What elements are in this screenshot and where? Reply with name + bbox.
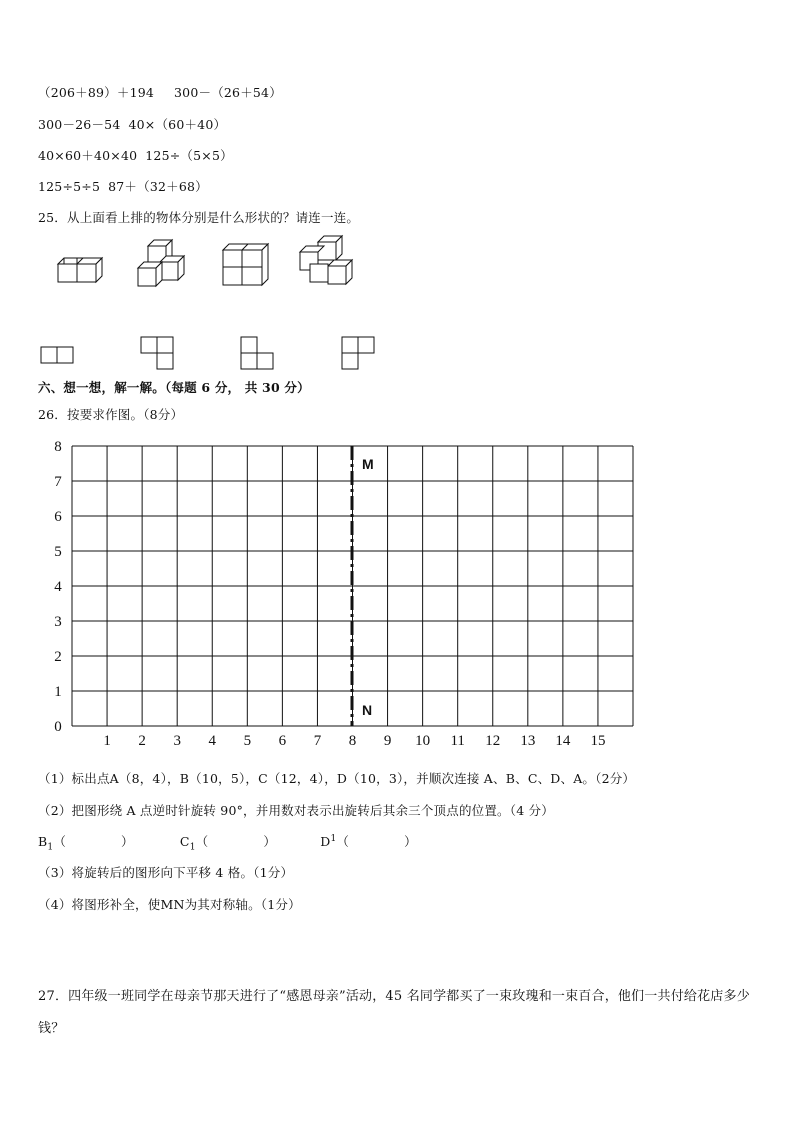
- q26-answer-blanks: [38, 832, 417, 853]
- q26-part-4: （4）将图形补全，使MN为其对称轴。（1分）: [38, 897, 301, 912]
- q26-part-1: （1）标出点A（8，4），B（10，5），C（12，4），D（10，3），并顺次连接 A、B、C、D、A。（2分）: [38, 771, 636, 786]
- x-tick-label: 4: [208, 733, 216, 749]
- x-tick-label: 14: [555, 733, 571, 749]
- y-tick-label: 0: [54, 719, 62, 735]
- x-axis-ticks: [103, 733, 605, 749]
- x-tick-label: 11: [450, 733, 465, 749]
- calc-expression: 125÷（5×5）: [145, 148, 233, 163]
- calc-expression: 300－26－54: [38, 117, 121, 132]
- y-tick-label: 8: [54, 439, 62, 455]
- x-tick-label: 13: [520, 733, 536, 749]
- y-tick-label: 3: [54, 614, 62, 630]
- x-tick-label: 9: [383, 733, 392, 749]
- y-tick-label: 4: [54, 579, 62, 595]
- question-27: 27．四年级一班同学在母亲节那天进行了“感恩母亲”活动，45 名同学都买了一束玫瑰和一束百合，他们一共付给花店多少钱？: [38, 989, 750, 1036]
- question-26: 26．按要求作图。（8分）: [38, 407, 184, 422]
- y-tick-label: 6: [54, 509, 62, 525]
- y-tick-label: 7: [54, 474, 62, 490]
- y-tick-label: 2: [54, 649, 62, 665]
- y-axis-ticks: [54, 439, 62, 735]
- answer-b1: $B_1$（ ）: [38, 834, 134, 853]
- calc-expression: 40×（60＋40）: [128, 117, 227, 132]
- q26-part-2: （2）把图形绕 A 点逆时针旋转 90°，并用数对表示出旋转后其余三个顶点的位置。（4 分）: [38, 803, 554, 818]
- x-tick-label: 6: [278, 733, 287, 749]
- section-6-heading: 六、想一想，解一解。（每题 6 分， 共 30 分）: [38, 380, 310, 395]
- calc-expression: 300－（26＋54）: [174, 85, 282, 100]
- answer-c1: $C_1$（ ）: [179, 834, 277, 853]
- question-25: 25．从上面看上排的物体分别是什么形状的？请连一连。: [38, 210, 360, 225]
- x-tick-label: 10: [415, 733, 431, 749]
- x-tick-label: 7: [313, 733, 322, 749]
- x-tick-label: 15: [590, 733, 606, 749]
- y-tick-label: 1: [54, 684, 62, 700]
- x-tick-label: 5: [243, 733, 252, 749]
- calc-expression: 40×60＋40×40: [38, 148, 138, 163]
- x-tick-label: 1: [103, 733, 111, 749]
- answer-d1: $D^1$（ ）: [320, 833, 417, 849]
- label-m: M: [362, 456, 374, 472]
- x-tick-label: 2: [138, 733, 146, 749]
- calc-expression: （206＋89）＋194: [38, 85, 155, 100]
- label-n: N: [362, 702, 373, 718]
- q26-part-3: （3）将旋转后的图形向下平移 4 格。（1分）: [38, 865, 294, 880]
- calc-expression: 125÷5÷5: [38, 179, 101, 194]
- x-tick-label: 3: [173, 733, 181, 749]
- calc-expression: 87＋（32＋68）: [108, 179, 208, 194]
- x-tick-label: 8: [348, 733, 357, 749]
- x-tick-label: 12: [485, 733, 501, 749]
- y-tick-label: 5: [54, 544, 62, 560]
